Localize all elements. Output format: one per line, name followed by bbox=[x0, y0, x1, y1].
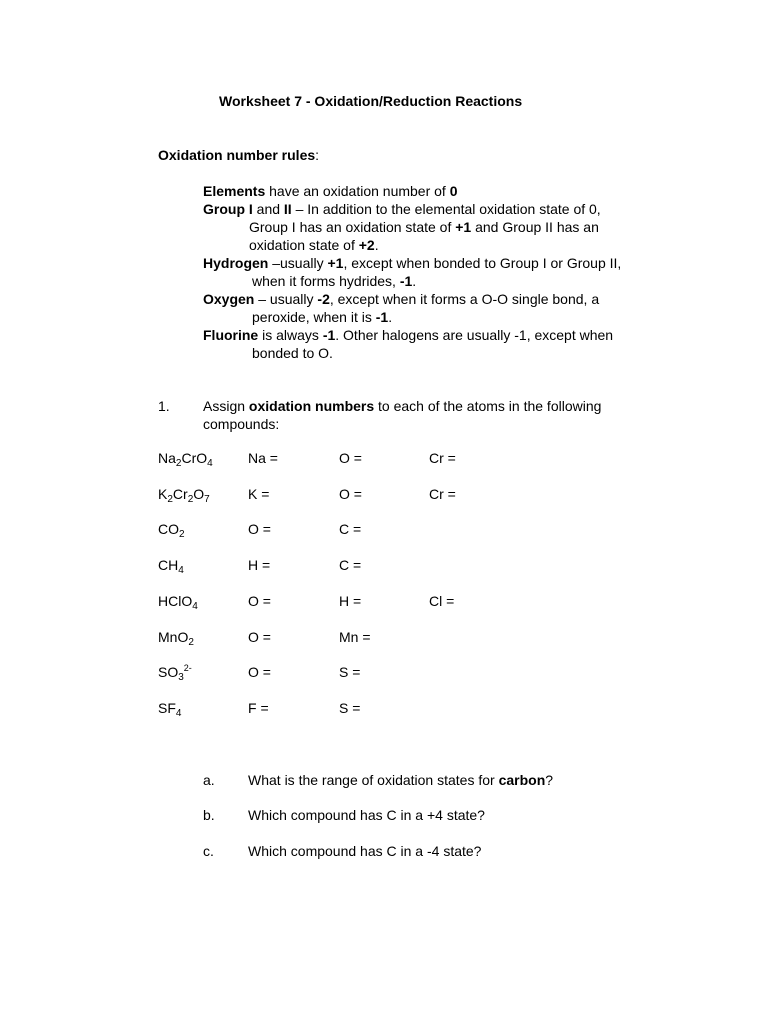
rule-elements-text: have an oxidation number of bbox=[265, 183, 450, 199]
atom-blank: Mn = bbox=[339, 629, 371, 645]
subquestion-letter: a. bbox=[203, 772, 215, 788]
formula-subscript: 4 bbox=[207, 458, 213, 469]
rule-group-line-3-tail: . bbox=[374, 237, 379, 253]
rule-oxygen-line-2 bbox=[203, 308, 673, 326]
rule-elements bbox=[203, 182, 673, 200]
question-1-number: 1. bbox=[158, 398, 170, 414]
formula-text: HClO bbox=[158, 593, 193, 609]
subquestion-text bbox=[248, 843, 481, 859]
formula-text: CO bbox=[158, 521, 179, 537]
subquestion-text-bold: carbon bbox=[498, 772, 546, 788]
subquestion-text-a: Which compound has C in a +4 state? bbox=[248, 807, 485, 823]
subquestion-letter: c. bbox=[203, 843, 214, 859]
formula-text: CrO bbox=[181, 450, 208, 466]
rule-oxygen bbox=[203, 290, 673, 326]
atom-blank: F = bbox=[248, 700, 269, 716]
atom-blank: H = bbox=[248, 557, 271, 573]
rule-group-line-2 bbox=[203, 218, 673, 236]
question-1-text bbox=[203, 397, 673, 433]
atom-blank: O = bbox=[248, 629, 271, 645]
question-1-text-bold: oxidation numbers bbox=[248, 398, 375, 414]
subquestion-text-a: Which compound has C in a -4 state? bbox=[248, 843, 482, 859]
rule-fluorine bbox=[203, 326, 673, 362]
atom-blank: S = bbox=[339, 664, 361, 680]
formula-superscript: 2- bbox=[183, 663, 192, 673]
rules-heading-colon: : bbox=[315, 147, 320, 163]
subquestion-letter: b. bbox=[203, 807, 215, 823]
subquestion-text-a: What is the range of oxidation states for bbox=[248, 772, 499, 788]
rule-group-text-1: and bbox=[252, 201, 284, 217]
rule-group-term-2: II bbox=[283, 201, 292, 217]
formula-text: CH bbox=[158, 557, 179, 573]
rule-group-line-3 bbox=[203, 236, 673, 254]
formula-text: SF bbox=[158, 700, 176, 716]
rule-group-line-2-value: +1 bbox=[455, 219, 472, 235]
formula-subscript: 2 bbox=[188, 637, 194, 648]
formula-subscript: 4 bbox=[192, 601, 198, 612]
formula-text: Na bbox=[158, 450, 176, 466]
rule-elements-value: 0 bbox=[449, 183, 458, 199]
compound-formula bbox=[158, 557, 184, 576]
formula-text: Cr bbox=[172, 486, 188, 502]
rule-elements-term: Elements bbox=[203, 183, 266, 199]
atom-blank: K = bbox=[248, 486, 270, 502]
atom-blank: O = bbox=[248, 664, 271, 680]
rule-oxygen-value: -2 bbox=[317, 291, 330, 307]
question-1-text-c: to each of the atoms in the following compounds: bbox=[203, 398, 602, 432]
rule-fluorine-text-2: . Other halogens are usually -1, except when bbox=[335, 327, 614, 343]
compound-formula bbox=[158, 663, 192, 683]
subquestion-text bbox=[248, 772, 553, 788]
rule-fluorine-line-2: bonded to O. bbox=[252, 345, 333, 361]
formula-text: O bbox=[193, 486, 205, 502]
rule-hydrogen-text-1: –usually bbox=[268, 255, 328, 271]
atom-blank: H = bbox=[339, 593, 362, 609]
formula-subscript: 2 bbox=[167, 494, 173, 505]
rule-group-term-1: Group I bbox=[203, 201, 253, 217]
question-1-text-a: Assign bbox=[203, 398, 249, 414]
rule-oxygen-term: Oxygen bbox=[203, 291, 255, 307]
rule-hydrogen-text-2: , except when bonded to Group I or Group II, bbox=[343, 255, 622, 271]
rule-group-line-3-text: oxidation state of bbox=[249, 237, 359, 253]
rule-group bbox=[203, 200, 673, 254]
compound-formula bbox=[158, 450, 213, 469]
compound-formula bbox=[158, 700, 182, 719]
formula-subscript: 4 bbox=[175, 708, 182, 719]
subquestion-text bbox=[248, 807, 485, 823]
rules-heading-bold: Oxidation number rules bbox=[158, 147, 316, 163]
rule-hydrogen-line-2 bbox=[203, 272, 673, 290]
atom-blank: O = bbox=[339, 486, 362, 502]
rule-fluorine-term: Fluorine bbox=[203, 327, 259, 343]
rule-fluorine-value: -1 bbox=[322, 327, 336, 343]
page-title: Worksheet 7 - Oxidation/Reduction Reactions bbox=[219, 93, 523, 109]
formula-subscript: 4 bbox=[178, 565, 184, 576]
formula-text: MnO bbox=[158, 629, 189, 645]
atom-blank: C = bbox=[339, 521, 362, 537]
rule-group-line-3-value: +2 bbox=[358, 237, 375, 253]
rule-group-text-2: – In addition to the elemental oxidation state of 0, bbox=[291, 201, 601, 217]
atom-blank: Na = bbox=[248, 450, 278, 466]
formula-text: SO bbox=[158, 664, 179, 680]
rule-fluorine-text-1: is always bbox=[258, 327, 323, 343]
formula-subscript: 2 bbox=[179, 529, 185, 540]
atom-blank: Cr = bbox=[429, 450, 456, 466]
formula-subscript: 3 bbox=[178, 672, 184, 683]
rule-group-line-2-text: Group I has an oxidation state of bbox=[249, 219, 456, 235]
subquestion-text-c: ? bbox=[545, 772, 554, 788]
rules-list bbox=[203, 182, 673, 362]
rule-oxygen-text-2: , except when it forms a O-O single bond, a bbox=[329, 291, 600, 307]
rule-oxygen-line-2-value: -1 bbox=[375, 309, 389, 325]
formula-subscript: 2 bbox=[175, 458, 182, 469]
compound-formula bbox=[158, 486, 210, 505]
rule-hydrogen-value: +1 bbox=[327, 255, 344, 271]
atom-blank: O = bbox=[248, 593, 271, 609]
rule-hydrogen-term: Hydrogen bbox=[203, 255, 269, 271]
atom-blank: Cr = bbox=[429, 486, 456, 502]
atom-blank: S = bbox=[339, 700, 361, 716]
atom-blank: Cl = bbox=[429, 593, 455, 609]
rule-hydrogen-line-2-tail: . bbox=[412, 273, 417, 289]
compound-formula bbox=[158, 629, 194, 648]
compound-formula bbox=[158, 593, 198, 612]
atom-blank: O = bbox=[248, 521, 271, 537]
formula-subscript: 7 bbox=[204, 494, 210, 505]
rule-hydrogen-line-2-value: -1 bbox=[399, 273, 413, 289]
atom-blank: O = bbox=[339, 450, 362, 466]
rule-hydrogen-line-2-text: when it forms hydrides, bbox=[252, 273, 400, 289]
rule-oxygen-text-1: – usually bbox=[254, 291, 318, 307]
rule-hydrogen bbox=[203, 254, 673, 290]
formula-text: K bbox=[158, 486, 168, 502]
atom-blank: C = bbox=[339, 557, 362, 573]
rule-oxygen-line-2-tail: . bbox=[388, 309, 393, 325]
rule-group-line-2-tail: and Group II has an bbox=[471, 219, 599, 235]
formula-subscript: 2 bbox=[187, 494, 194, 505]
compound-formula bbox=[158, 521, 185, 540]
rule-oxygen-line-2-text: peroxide, when it is bbox=[252, 309, 376, 325]
rules-heading bbox=[158, 147, 319, 163]
